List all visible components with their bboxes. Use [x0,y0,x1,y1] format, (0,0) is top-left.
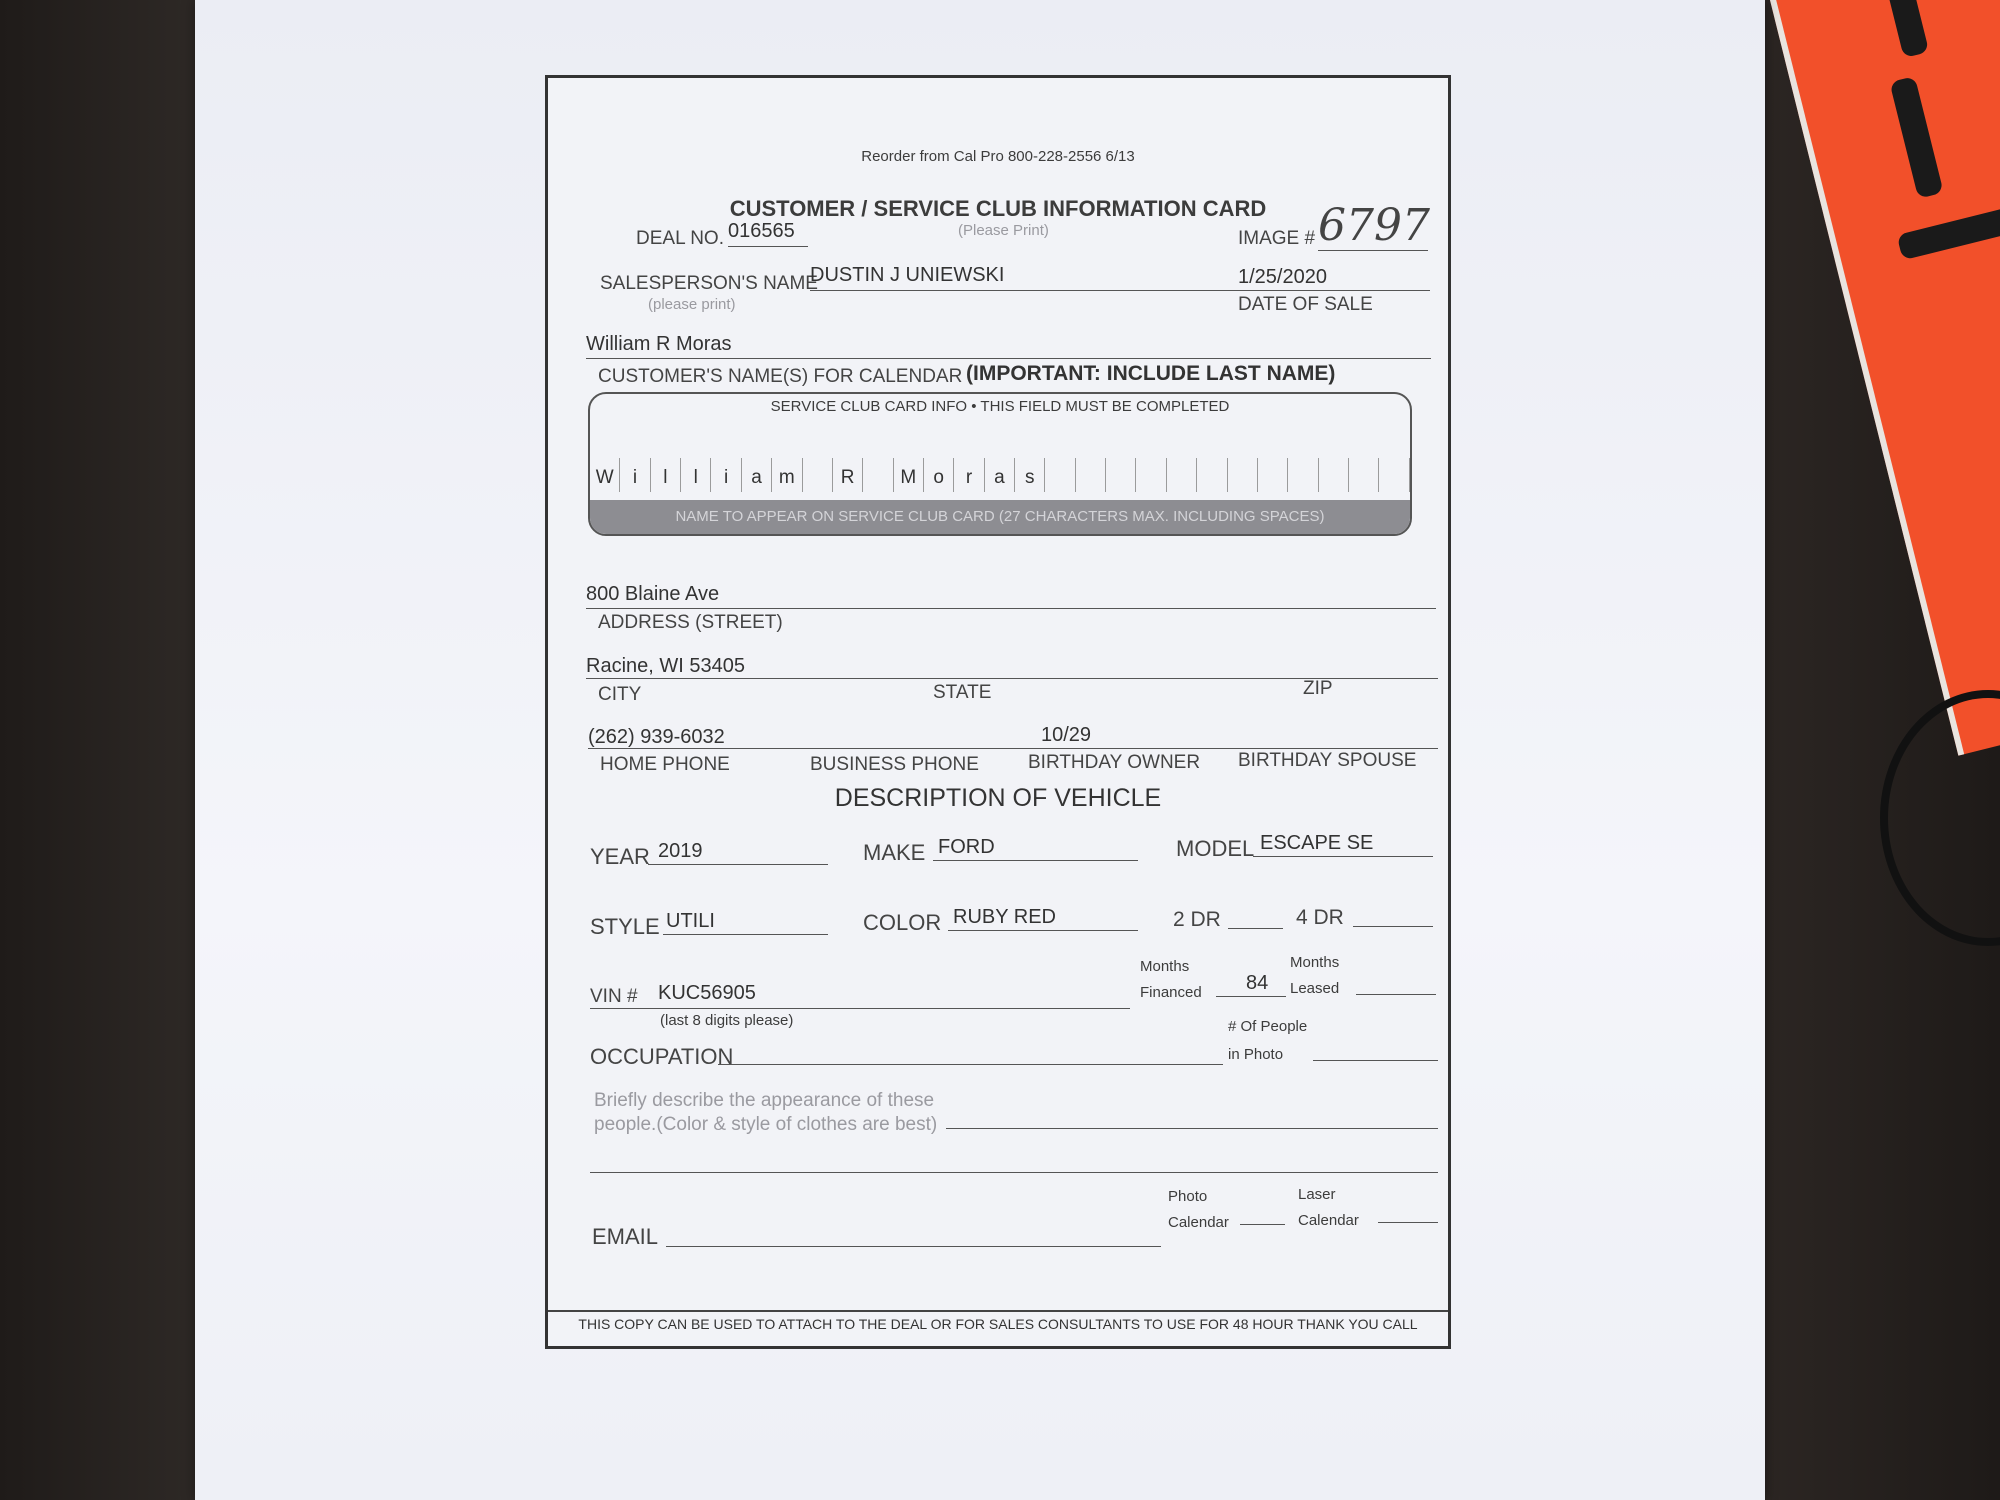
laser-calendar-label-2: Calendar [1298,1212,1359,1229]
char-cell [1076,458,1106,492]
salesperson-sub: (please print) [648,296,736,313]
char-cell [1349,458,1379,492]
address-value: 800 Blaine Ave [586,583,720,605]
describe-text-2: people.(Color & style of clothes are best) [594,1114,938,1135]
service-footer-bar [590,500,1410,534]
vin-value: KUC56905 [658,982,756,1004]
zip-label: ZIP [1303,678,1333,699]
vehicle-header: DESCRIPTION OF VEHICLE [834,784,1162,812]
vin-sub: (last 8 digits please) [660,1012,794,1029]
birthday-owner-value: 10/29 [1041,724,1092,746]
months-leased-label-2: Leased [1290,980,1340,997]
salesperson-label: SALESPERSON'S NAME [600,273,818,294]
email-label: EMAIL [592,1224,659,1249]
service-header: SERVICE CLUB CARD INFO • THIS FIELD MUST BE COMPLETED [770,398,1230,415]
char-cell: M [894,458,924,492]
occupation-label: OCCUPATION [590,1044,734,1069]
city-label: CITY [598,684,642,705]
salesperson-value: DUSTIN J UNIEWSKI [810,264,1005,286]
months-financed-label-1: Months [1140,958,1190,975]
months-leased-label-1: Months [1290,954,1340,971]
info-card-form [545,75,1451,1349]
customer-name-label: CUSTOMER'S NAME(S) FOR CALENDAR [598,366,963,387]
year-value: 2019 [658,840,703,862]
char-cell: W [590,458,620,492]
style-label: STYLE [590,914,660,939]
style-value: UTILI [666,910,715,932]
state-label: STATE [933,682,992,703]
service-club-box [588,392,1412,536]
deal-no-value: 016565 [728,220,795,242]
make-value: FORD [938,836,995,858]
char-cell [1167,458,1197,492]
char-cell [1106,458,1136,492]
make-label: MAKE [863,840,926,865]
char-cell: o [924,458,954,492]
customer-important-note: (IMPORTANT: INCLUDE LAST NAME) [966,362,1336,385]
photo-calendar-label-2: Calendar [1168,1214,1229,1231]
char-cell: a [985,458,1015,492]
two-door-label: 2 DR [1173,908,1221,931]
char-cell: m [772,458,802,492]
char-cell [1379,458,1409,492]
char-cell [1288,458,1318,492]
four-door-label: 4 DR [1296,906,1344,929]
char-cell [863,458,893,492]
customer-name-value: William R Moras [586,333,732,355]
year-label: YEAR [590,844,650,869]
char-cell [803,458,833,492]
char-cell: i [711,458,741,492]
service-footer: NAME TO APPEAR ON SERVICE CLUB CARD (27 CHARACTERS MAX. INCLUDING SPACES) [675,508,1325,525]
business-phone-label: BUSINESS PHONE [810,754,979,775]
char-cell: s [1015,458,1045,492]
city-value: Racine, WI 53405 [586,655,745,677]
color-label: COLOR [863,910,942,935]
form-title: CUSTOMER / SERVICE CLUB INFORMATION CARD [729,196,1267,221]
char-cell [1228,458,1258,492]
char-cell: a [742,458,772,492]
photo-calendar-label-1: Photo [1168,1188,1208,1205]
model-value: ESCAPE SE [1260,832,1374,854]
laser-calendar-label-1: Laser [1298,1186,1336,1203]
please-print-note: (Please Print) [958,222,1049,239]
address-label: ADDRESS (STREET) [598,612,783,633]
date-label: DATE OF SALE [1238,294,1373,315]
char-cell: l [681,458,711,492]
char-cell: l [651,458,681,492]
birthday-spouse-label: BIRTHDAY SPOUSE [1238,750,1417,771]
deal-no-label: DEAL NO. [636,228,724,249]
reorder-text: Reorder from Cal Pro 800-228-2556 6/13 [861,148,1135,165]
months-financed-value: 84 [1246,972,1269,994]
people-label-2: in Photo [1228,1046,1284,1063]
char-cell [1258,458,1288,492]
months-financed-label-2: Financed [1140,984,1202,1001]
char-cell: r [954,458,984,492]
form-footer: THIS COPY CAN BE USED TO ATTACH TO THE DEAL OR FOR SALES CONSULTANTS TO USE FOR 48 HOUR THANK YOU CALL [578,1316,1418,1332]
char-cell: i [620,458,650,492]
birthday-owner-label: BIRTHDAY OWNER [1028,752,1201,773]
char-cell [1319,458,1349,492]
image-number-handwritten: 6797 [1318,200,1430,251]
home-phone-label: HOME PHONE [600,754,730,775]
char-cell [1136,458,1166,492]
service-name-cells [590,458,1410,492]
color-value: RUBY RED [953,906,1056,928]
char-cell [1197,458,1227,492]
char-cell [1045,458,1075,492]
model-label: MODEL [1176,836,1255,861]
char-cell: R [833,458,863,492]
desk-surface-left [0,0,200,1500]
image-label: IMAGE # [1238,228,1316,249]
date-value: 1/25/2020 [1238,266,1327,288]
people-label-1: # Of People [1228,1018,1308,1035]
vin-label: VIN # [590,986,638,1007]
home-phone-value: (262) 939-6032 [588,726,725,748]
describe-text-1: Briefly describe the appearance of these [594,1090,935,1111]
